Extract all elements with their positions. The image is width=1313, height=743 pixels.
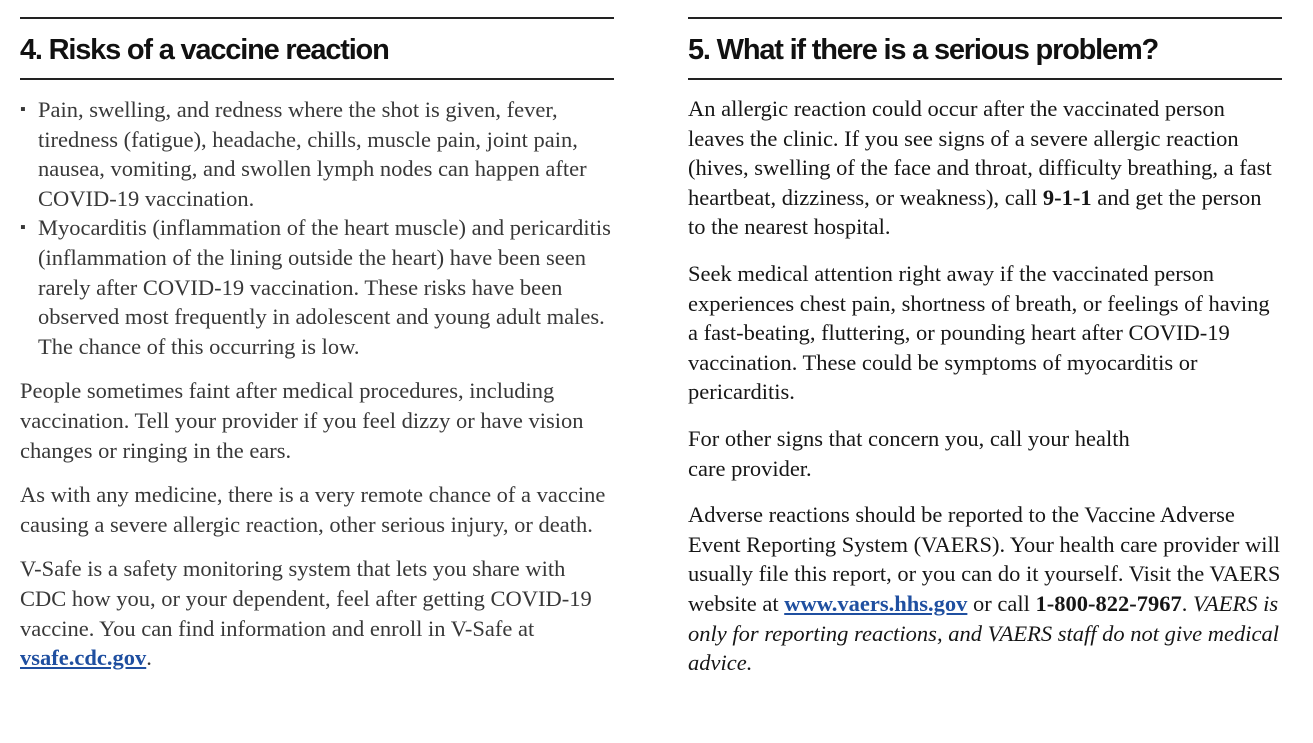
vaers-after-phone: .: [1181, 590, 1193, 616]
bullet-text: Pain, swelling, and redness where the shot is given, fever, tiredness (fatigue), headache, chills, muscle pain, joint pain, nausea, vomiting, and swollen lymph nodes can happen after COVID-19 vaccination.: [38, 97, 587, 211]
vaers-middle: or call: [967, 590, 1036, 616]
vaers-phone: 1-800-822-7967: [1035, 590, 1182, 616]
vaers-paragraph: [688, 500, 1282, 678]
section-heading: 5. What if there is a serious problem?: [688, 34, 1159, 66]
other-signs-line-2: care provider.: [688, 455, 812, 481]
top-rule: [688, 17, 1282, 19]
vsafe-text: V-Safe is a safety monitoring system that lets you share with CDC how you, or your dependent, feel after getting COVID-19 vaccine. You can find information and enroll in V-Safe at: [20, 556, 592, 641]
list-item: [20, 213, 614, 361]
bullet-icon: ▪: [20, 101, 26, 118]
allergic-end: and get the person to the nearest hospital.: [688, 184, 1262, 240]
heading-rule: [688, 78, 1282, 80]
list-item: [20, 95, 614, 213]
bullet-text: Myocarditis (inflammation of the heart muscle) and pericarditis (inflammation of the lining outside the heart) have been seen rarely after COVID-19 vaccination. These risks have been observed most frequently in adolescent and young adult males. The chance of this occurring is low.: [38, 215, 611, 359]
remote-chance-paragraph: As with any medicine, there is a very remote chance of a vaccine causing a severe allergic reaction, other serious injury, or death.: [20, 482, 606, 537]
risk-bullet-list: [20, 95, 614, 361]
section-heading: 4. Risks of a vaccine reaction: [20, 34, 389, 66]
vaers-note: VAERS is only for reporting reactions, and VAERS staff do not give medical advice.: [688, 590, 1279, 676]
vsafe-end: .: [146, 645, 152, 671]
other-signs-line-1: For other signs that concern you, call your health: [688, 425, 1130, 451]
bullet-icon: ▪: [20, 219, 26, 237]
vaers-text: Adverse reactions should be reported to the Vaccine Adverse Event Reporting System (VAERS). Your health care provider will usually file this report, or you can do it yourself. Visit the VAERS website at: [688, 502, 1281, 616]
other-signs-paragraph: [688, 424, 1282, 483]
vsafe-link[interactable]: vsafe.cdc.gov: [20, 645, 147, 671]
allergic-reaction-paragraph: [688, 94, 1282, 242]
emergency-number: 9-1-1: [1042, 184, 1092, 210]
heading-rule: [20, 78, 614, 80]
vaers-link[interactable]: www.vaers.hhs.gov: [784, 590, 968, 616]
allergic-text: An allergic reaction could occur after the vaccinated person leaves the clinic. If you see signs of a severe allergic reaction (hives, swelling of the face and throat, difficulty breathing, a fast heartbeat, dizziness, or weakness), call: [688, 96, 1272, 210]
vsafe-paragraph: [20, 554, 614, 672]
top-rule: [20, 17, 614, 19]
seek-attention-paragraph: Seek medical attention right away if the vaccinated person experiences chest pain, shortness of breath, or feelings of having a fast-beating, fluttering, or pounding heart after COVID-19 vaccination. These could be symptoms of myocarditis or pericarditis.: [688, 260, 1270, 405]
section-serious-problem: [688, 0, 1282, 678]
fainting-paragraph: People sometimes faint after medical procedures, including vaccination. Tell your provider if you feel dizzy or have vision changes or ringing in the ears.: [20, 378, 584, 463]
section-risks: [20, 0, 614, 673]
